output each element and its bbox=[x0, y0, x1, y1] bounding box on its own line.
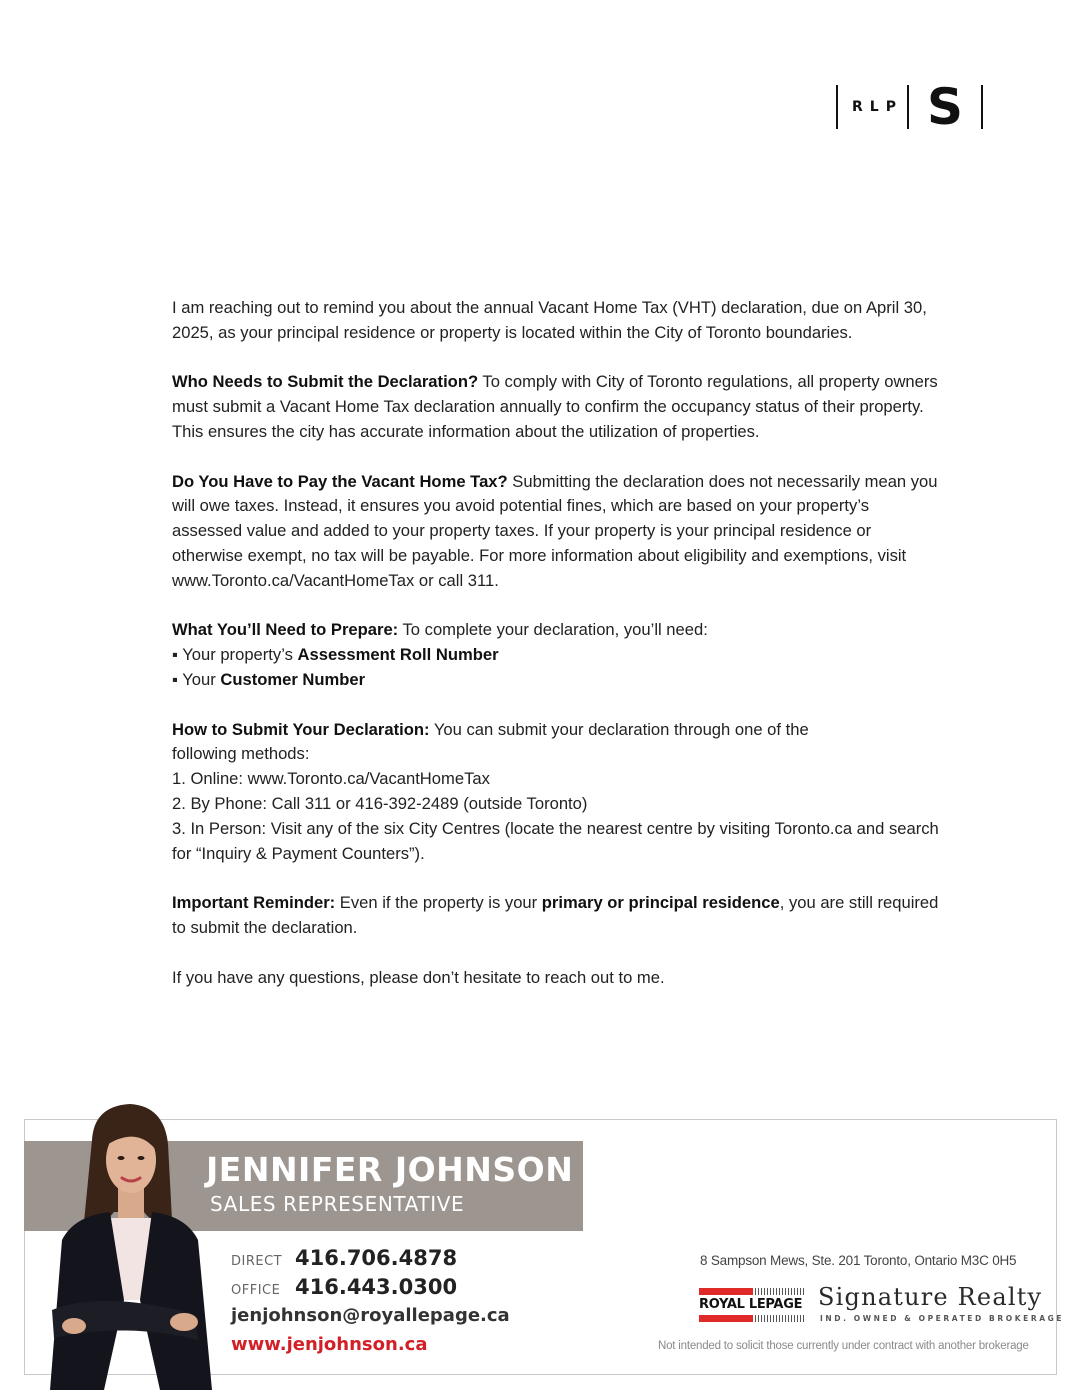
method-phone: 2. By Phone: Call 311 or 416-392-2489 (outside Toronto) bbox=[172, 793, 588, 813]
method-online: 1. Online: www.Toronto.ca/VacantHomeTax bbox=[172, 769, 490, 789]
logo-stripes bbox=[755, 1288, 805, 1295]
letter-body bbox=[172, 296, 942, 1015]
logo-red-bar-top bbox=[699, 1288, 753, 1295]
agent-website-link[interactable]: www.jenjohnson.ca bbox=[231, 1334, 428, 1355]
prepare-paragraph bbox=[172, 618, 942, 692]
agent-email-link[interactable]: jenjohnson@royallepage.ca bbox=[231, 1305, 510, 1326]
office-number[interactable]: 416.443.0300 bbox=[295, 1275, 458, 1299]
list-item: ▪ Your Customer Number bbox=[172, 669, 366, 689]
prepare-heading: What You’ll Need to Prepare: bbox=[172, 620, 399, 640]
who-heading: Who Needs to Submit the Declaration? bbox=[172, 372, 479, 392]
prepare-text: To complete your declaration, you’ll need: bbox=[398, 620, 708, 640]
brokerage-name: Signature Realty bbox=[818, 1283, 1043, 1311]
who-text: To comply with City of Toronto regulations, all property owners must submit a Vacant Home Tax declaration annually to confirm the occupancy status of their property. This ensures the city has accurate information about the utilization of properties. bbox=[172, 372, 938, 441]
agent-title: SALES REPRESENTATIVE bbox=[210, 1192, 465, 1216]
who-paragraph bbox=[172, 370, 942, 444]
agent-portrait bbox=[44, 1100, 216, 1390]
office-address: 8 Sampson Mews, Ste. 201 Toronto, Ontario M3C 0H5 bbox=[700, 1253, 1017, 1268]
logo-divider bbox=[981, 85, 983, 129]
list-item: ▪ Your property’s Assessment Roll Number bbox=[172, 645, 499, 665]
logo-stripes bbox=[755, 1315, 805, 1322]
direct-phone-row bbox=[231, 1246, 457, 1270]
logo-rlp-text: RLP bbox=[852, 99, 903, 115]
submit-text-2: following methods: bbox=[172, 744, 310, 764]
rlp-s-logo bbox=[836, 78, 983, 136]
submit-heading: How to Submit Your Declaration: bbox=[172, 719, 430, 739]
logo-red-bar-bottom bbox=[699, 1315, 753, 1322]
office-label: OFFICE bbox=[231, 1283, 281, 1298]
brokerage-tagline: IND. OWNED & OPERATED BROKERAGE bbox=[820, 1314, 1065, 1323]
pay-text: Submitting the declaration does not necessarily mean you will owe taxes. Instead, it ensures you avoid potential fines, which are based on your property’s assessed value and added to your property taxes. If your property is your principal residence or otherwise exempt, no tax will be payable. For more information about eligibility and exemptions, visit www.Toronto.ca/VacantHomeTax or call 311. bbox=[172, 471, 938, 590]
closing-paragraph: If you have any questions, please don’t hesitate to reach out to me. bbox=[172, 967, 665, 987]
pay-heading: Do You Have to Pay the Vacant Home Tax? bbox=[172, 471, 508, 491]
direct-number[interactable]: 416.706.4878 bbox=[295, 1246, 458, 1270]
agent-name: JENNIFER JOHNSON bbox=[206, 1150, 574, 1189]
reminder-heading: Important Reminder: bbox=[172, 893, 336, 913]
disclaimer-text: Not intended to solicit those currently under contract with another brokerage bbox=[658, 1340, 1029, 1352]
submit-text: You can submit your declaration through one of the bbox=[429, 719, 809, 739]
pay-paragraph bbox=[172, 470, 942, 594]
direct-label: DIRECT bbox=[231, 1254, 283, 1269]
royal-lepage-text: ROYAL LEPAGE bbox=[699, 1297, 803, 1312]
office-phone-row bbox=[231, 1275, 457, 1299]
method-in-person: 3. In Person: Visit any of the six City Centres (locate the nearest centre by visiting Toronto.ca and search for “Inquiry & Payment Counters”). bbox=[172, 818, 939, 863]
royal-lepage-logo bbox=[699, 1288, 805, 1322]
reminder-paragraph: Important Reminder: Even if the property is your primary or principal residence, you are still required to submit the declaration. bbox=[172, 893, 939, 937]
submit-paragraph bbox=[172, 718, 942, 867]
intro-paragraph: I am reaching out to remind you about the annual Vacant Home Tax (VHT) declaration, due on April 30, 2025, as your principal residence or property is located within the City of Toronto boundaries. bbox=[172, 298, 927, 342]
logo-s-text: S bbox=[926, 78, 963, 136]
